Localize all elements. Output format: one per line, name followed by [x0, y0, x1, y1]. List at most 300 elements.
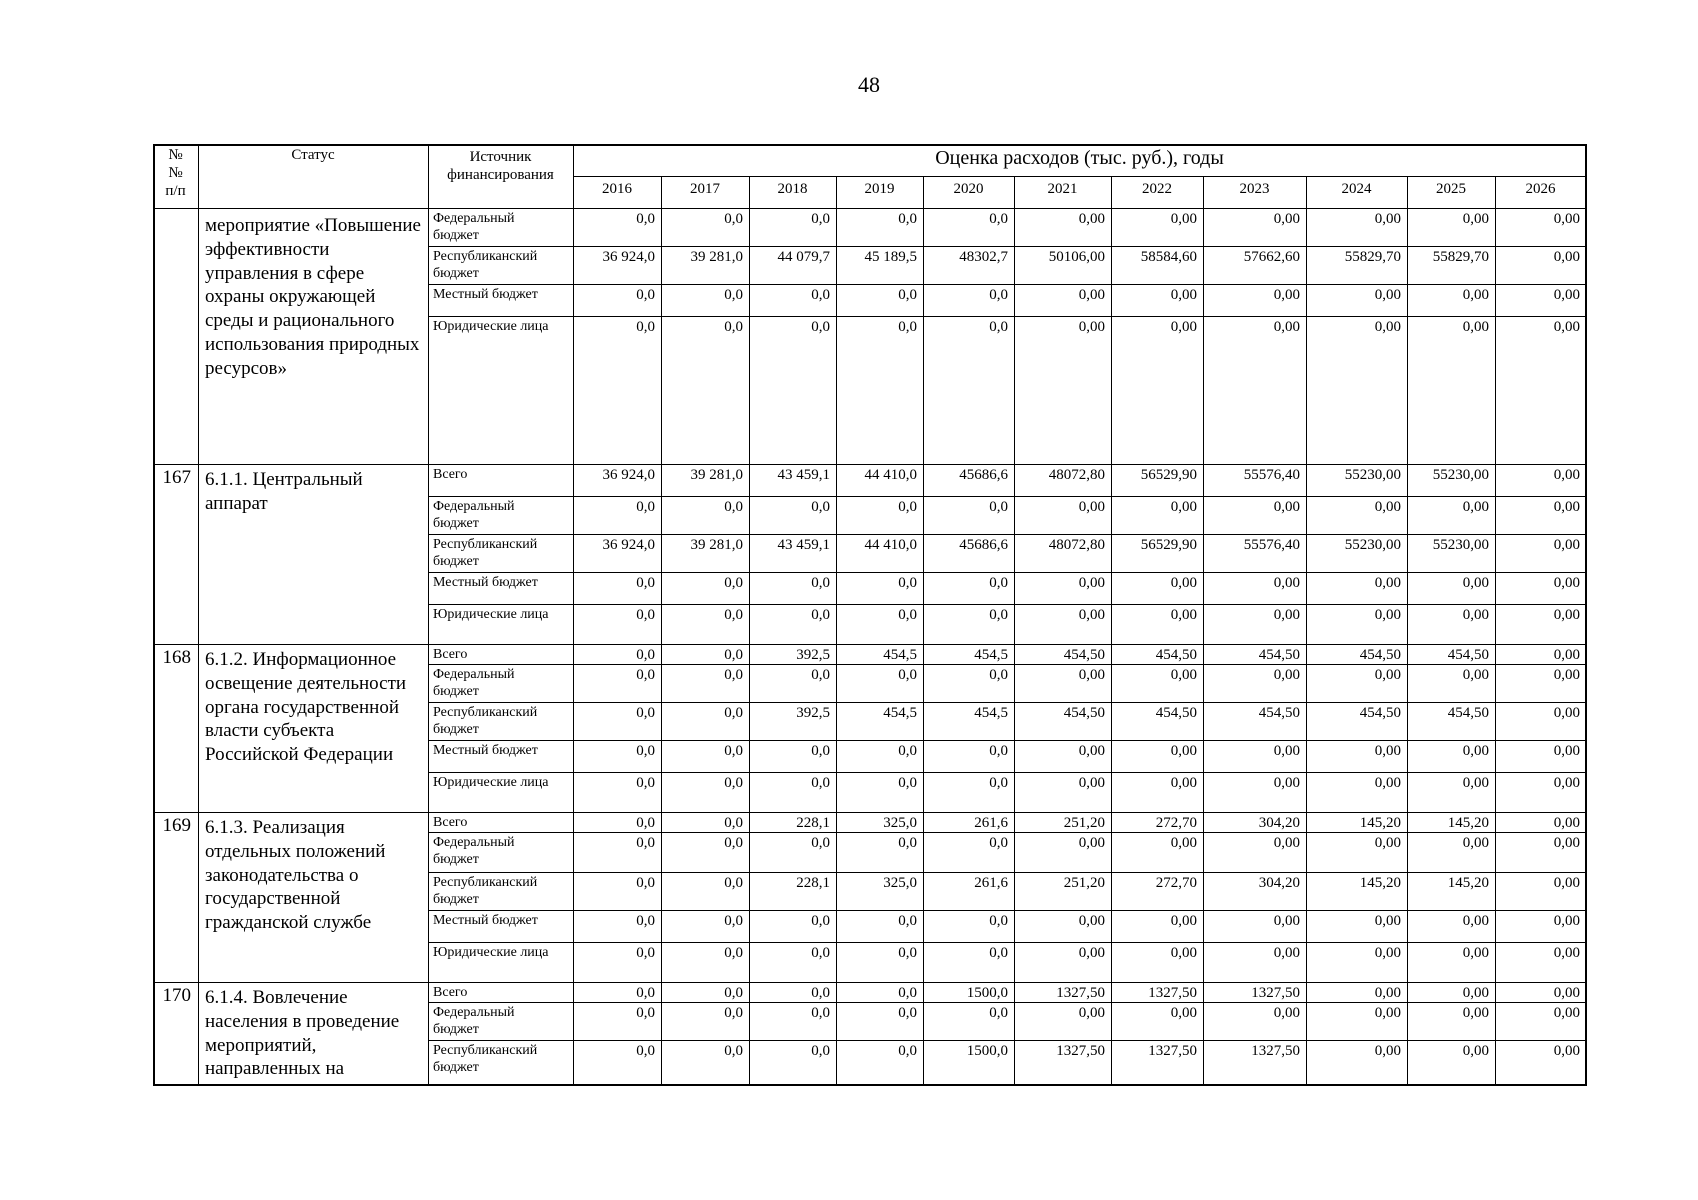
value-cell: 0,00 [1374, 667, 1401, 683]
row-divider [428, 496, 1586, 497]
value-cell: 0,0 [636, 319, 655, 335]
value-cell: 0,0 [989, 319, 1008, 335]
value-cell: 454,5 [974, 647, 1008, 663]
value-cell: 0,0 [636, 705, 655, 721]
value-cell: 392,5 [796, 705, 830, 721]
value-cell: 0,00 [1553, 875, 1580, 891]
value-cell: 0,00 [1374, 499, 1401, 515]
value-cell: 0,00 [1374, 1043, 1401, 1059]
value-cell: 1327,50 [1251, 1043, 1300, 1059]
value-cell: 39 281,0 [690, 467, 743, 483]
header-num-2: № [168, 165, 183, 181]
value-cell: 55576,40 [1243, 537, 1300, 553]
budget-table [153, 144, 1586, 1086]
value-cell: 454,50 [1447, 647, 1489, 663]
value-cell: 55829,70 [1432, 249, 1489, 265]
value-cell: 0,00 [1078, 775, 1105, 791]
source-label: Республиканский бюджет [433, 537, 538, 569]
value-cell: 0,00 [1553, 537, 1580, 553]
value-cell: 0,0 [898, 499, 917, 515]
value-cell: 0,0 [898, 775, 917, 791]
value-cell: 0,0 [898, 667, 917, 683]
value-cell: 0,00 [1078, 499, 1105, 515]
header-title: Оценка расходов (тыс. руб.), годы [935, 147, 1224, 169]
value-cell: 0,0 [724, 647, 743, 663]
value-cell: 39 281,0 [690, 249, 743, 265]
source-label: Местный бюджет [433, 287, 538, 302]
value-cell: 0,00 [1374, 945, 1401, 961]
value-cell: 0,00 [1462, 1005, 1489, 1021]
year-header-2020: 2020 [953, 181, 984, 197]
source-label: Юридические лица [433, 607, 549, 622]
value-cell: 0,00 [1553, 1043, 1580, 1059]
value-cell: 0,00 [1078, 667, 1105, 683]
row-number-168: 168 [162, 647, 191, 668]
value-cell: 0,0 [898, 319, 917, 335]
value-cell: 0,0 [724, 875, 743, 891]
value-cell: 0,00 [1462, 985, 1489, 1001]
row-divider [428, 740, 1586, 741]
value-cell: 0,00 [1462, 319, 1489, 335]
value-cell: 36 924,0 [602, 537, 655, 553]
value-cell: 0,0 [989, 775, 1008, 791]
value-cell: 1327,50 [1056, 985, 1105, 1001]
source-label: Местный бюджет [433, 575, 538, 590]
value-cell: 0,00 [1170, 287, 1197, 303]
source-label: Всего [433, 815, 468, 830]
value-cell: 0,00 [1462, 775, 1489, 791]
status-text: 6.1.4. Вовлечение населения в проведение мероприятий, направленных на [205, 987, 400, 1080]
value-cell: 0,00 [1374, 575, 1401, 591]
value-cell: 0,00 [1170, 607, 1197, 623]
value-cell: 0,0 [811, 835, 830, 851]
year-header-2024: 2024 [1341, 181, 1372, 197]
value-cell: 0,00 [1170, 1005, 1197, 1021]
source-label: Республиканский бюджет [433, 1043, 538, 1075]
value-cell: 0,00 [1170, 913, 1197, 929]
value-cell: 45 189,5 [864, 249, 917, 265]
value-cell: 454,5 [883, 647, 917, 663]
row-divider [428, 246, 1586, 247]
value-cell: 0,00 [1374, 743, 1401, 759]
source-label: Юридические лица [433, 319, 549, 334]
value-cell: 0,0 [636, 985, 655, 1001]
value-cell: 0,00 [1553, 815, 1580, 831]
row-divider [428, 604, 1586, 605]
value-cell: 0,00 [1273, 575, 1300, 591]
value-cell: 0,00 [1462, 499, 1489, 515]
value-cell: 0,00 [1273, 499, 1300, 515]
value-cell: 0,00 [1553, 705, 1580, 721]
value-cell: 325,0 [883, 815, 917, 831]
value-cell: 0,0 [724, 1043, 743, 1059]
value-cell: 0,0 [636, 815, 655, 831]
value-cell: 0,0 [989, 287, 1008, 303]
source-label: Республиканский бюджет [433, 875, 538, 907]
value-cell: 0,0 [898, 287, 917, 303]
header-num-1: № [168, 147, 183, 163]
value-cell: 0,00 [1553, 467, 1580, 483]
value-cell: 0,0 [724, 705, 743, 721]
status-text: 6.1.1. Центральный аппарат [205, 469, 363, 514]
value-cell: 36 924,0 [602, 249, 655, 265]
value-cell: 0,0 [989, 913, 1008, 929]
value-cell: 0,0 [811, 499, 830, 515]
value-cell: 48072,80 [1048, 537, 1105, 553]
value-cell: 0,0 [989, 945, 1008, 961]
value-cell: 0,0 [724, 775, 743, 791]
value-cell: 0,00 [1170, 945, 1197, 961]
value-cell: 454,50 [1447, 705, 1489, 721]
value-cell: 44 410,0 [864, 537, 917, 553]
value-cell: 454,50 [1155, 647, 1197, 663]
value-cell: 0,0 [989, 211, 1008, 227]
value-cell: 1327,50 [1056, 1043, 1105, 1059]
value-cell: 0,00 [1462, 667, 1489, 683]
year-header-2026: 2026 [1525, 181, 1556, 197]
source-label: Всего [433, 985, 468, 1000]
value-cell: 0,00 [1553, 985, 1580, 1001]
value-cell: 0,0 [811, 1043, 830, 1059]
value-cell: 1327,50 [1251, 985, 1300, 1001]
value-cell: 0,00 [1078, 575, 1105, 591]
value-cell: 454,50 [1258, 705, 1300, 721]
value-cell: 0,0 [724, 985, 743, 1001]
value-cell: 0,0 [898, 743, 917, 759]
value-cell: 0,0 [989, 743, 1008, 759]
table-border-bottom [153, 1084, 1586, 1086]
value-cell: 58584,60 [1140, 249, 1197, 265]
value-cell: 304,20 [1258, 875, 1300, 891]
value-cell: 0,0 [636, 647, 655, 663]
header-status: Статус [291, 147, 335, 163]
value-cell: 0,00 [1078, 743, 1105, 759]
value-cell: 0,00 [1462, 945, 1489, 961]
year-header-2021: 2021 [1047, 181, 1078, 197]
value-cell: 44 079,7 [777, 249, 830, 265]
status-text: мероприятие «Повышение эффективности управления в сфере охраны окружающей среды и рационального использования природных ресурсов» [205, 215, 421, 379]
row-number-169: 169 [162, 815, 191, 836]
value-cell: 0,00 [1462, 211, 1489, 227]
value-cell: 0,0 [811, 945, 830, 961]
status-text: 6.1.2. Информационное освещение деятельности органа государственной власти субъекта Российской Федерации [205, 649, 407, 766]
value-cell: 55230,00 [1344, 467, 1401, 483]
value-cell: 43 459,1 [777, 537, 830, 553]
value-cell: 0,0 [636, 775, 655, 791]
row-number-170: 170 [162, 985, 191, 1006]
value-cell: 0,0 [724, 607, 743, 623]
header-num-3: п/п [165, 183, 186, 199]
value-cell: 1500,0 [966, 985, 1008, 1001]
row-divider [428, 832, 1586, 833]
value-cell: 0,0 [989, 607, 1008, 623]
value-cell: 0,0 [636, 211, 655, 227]
value-cell: 55829,70 [1344, 249, 1401, 265]
value-cell: 0,00 [1374, 985, 1401, 1001]
value-cell: 0,00 [1374, 287, 1401, 303]
value-cell: 0,00 [1462, 1043, 1489, 1059]
value-cell: 0,0 [811, 913, 830, 929]
value-cell: 39 281,0 [690, 537, 743, 553]
value-cell: 0,00 [1553, 607, 1580, 623]
value-cell: 0,0 [724, 1005, 743, 1021]
value-cell: 0,00 [1170, 743, 1197, 759]
value-cell: 0,00 [1273, 945, 1300, 961]
year-header-2025: 2025 [1436, 181, 1466, 197]
value-cell: 454,50 [1063, 705, 1105, 721]
page-number: 48 [858, 72, 880, 97]
value-cell: 0,0 [989, 499, 1008, 515]
table-border-right [1585, 144, 1587, 1086]
value-cell: 0,00 [1374, 319, 1401, 335]
value-cell: 56529,90 [1140, 537, 1197, 553]
row-divider [428, 284, 1586, 285]
value-cell: 0,0 [898, 945, 917, 961]
value-cell: 0,00 [1078, 835, 1105, 851]
value-cell: 0,00 [1553, 647, 1580, 663]
row-divider [428, 910, 1586, 911]
value-cell: 392,5 [796, 647, 830, 663]
value-cell: 0,00 [1273, 913, 1300, 929]
value-cell: 272,70 [1155, 875, 1197, 891]
value-cell: 0,00 [1078, 913, 1105, 929]
value-cell: 0,0 [636, 287, 655, 303]
value-cell: 1327,50 [1148, 985, 1197, 1001]
value-cell: 0,0 [724, 211, 743, 227]
value-cell: 0,00 [1462, 913, 1489, 929]
row-divider [428, 1040, 1586, 1041]
year-header-2019: 2019 [864, 181, 895, 197]
year-header-2018: 2018 [777, 181, 808, 197]
value-cell: 0,00 [1273, 743, 1300, 759]
value-cell: 0,00 [1374, 211, 1401, 227]
value-cell: 0,0 [898, 211, 917, 227]
value-cell: 0,00 [1462, 743, 1489, 759]
value-cell: 0,00 [1078, 319, 1105, 335]
value-cell: 0,0 [636, 875, 655, 891]
value-cell: 0,00 [1170, 835, 1197, 851]
value-cell: 0,0 [811, 1005, 830, 1021]
value-cell: 454,50 [1063, 647, 1105, 663]
value-cell: 56529,90 [1140, 467, 1197, 483]
value-cell: 0,0 [811, 667, 830, 683]
value-cell: 0,0 [724, 319, 743, 335]
value-cell: 0,00 [1462, 607, 1489, 623]
value-cell: 48302,7 [959, 249, 1008, 265]
value-cell: 0,0 [811, 287, 830, 303]
value-cell: 0,0 [724, 815, 743, 831]
value-cell: 0,00 [1273, 835, 1300, 851]
group-divider [153, 644, 1586, 645]
group-divider [153, 982, 1586, 983]
value-cell: 55230,00 [1344, 537, 1401, 553]
value-cell: 0,0 [724, 913, 743, 929]
value-cell: 48072,80 [1048, 467, 1105, 483]
column-divider [198, 144, 199, 1086]
value-cell: 0,00 [1374, 835, 1401, 851]
value-cell: 0,0 [811, 211, 830, 227]
value-cell: 145,20 [1447, 815, 1489, 831]
value-cell: 454,50 [1359, 705, 1401, 721]
value-cell: 0,0 [989, 835, 1008, 851]
value-cell: 0,0 [724, 835, 743, 851]
value-cell: 454,5 [974, 705, 1008, 721]
value-cell: 0,00 [1462, 575, 1489, 591]
source-label: Федеральный бюджет [433, 499, 515, 531]
value-cell: 325,0 [883, 875, 917, 891]
source-label: Федеральный бюджет [433, 835, 515, 867]
value-cell: 55230,00 [1432, 467, 1489, 483]
value-cell: 454,5 [883, 705, 917, 721]
value-cell: 0,0 [811, 319, 830, 335]
group-divider [153, 464, 1586, 465]
value-cell: 36 924,0 [602, 467, 655, 483]
value-cell: 261,6 [974, 875, 1008, 891]
source-label: Юридические лица [433, 945, 549, 960]
value-cell: 0,0 [636, 743, 655, 759]
value-cell: 0,0 [989, 667, 1008, 683]
value-cell: 0,0 [636, 499, 655, 515]
value-cell: 0,00 [1462, 287, 1489, 303]
value-cell: 0,0 [989, 575, 1008, 591]
row-divider [428, 664, 1586, 665]
value-cell: 0,0 [811, 743, 830, 759]
value-cell: 145,20 [1447, 875, 1489, 891]
value-cell: 0,0 [636, 1005, 655, 1021]
value-cell: 0,00 [1273, 287, 1300, 303]
row-divider [428, 872, 1586, 873]
source-label: Местный бюджет [433, 913, 538, 928]
value-cell: 0,0 [898, 835, 917, 851]
row-divider [428, 1002, 1586, 1003]
value-cell: 1327,50 [1148, 1043, 1197, 1059]
row-divider [428, 942, 1586, 943]
value-cell: 0,00 [1170, 211, 1197, 227]
value-cell: 0,0 [636, 1043, 655, 1059]
value-cell: 0,00 [1553, 211, 1580, 227]
value-cell: 0,00 [1553, 1005, 1580, 1021]
value-cell: 145,20 [1359, 815, 1401, 831]
value-cell: 0,0 [811, 985, 830, 1001]
value-cell: 0,00 [1273, 667, 1300, 683]
value-cell: 0,0 [636, 575, 655, 591]
year-header-2023: 2023 [1239, 181, 1270, 197]
status-text: 6.1.3. Реализация отдельных положений законодательства о государственной гражданской службе [205, 817, 386, 934]
header-bottom-border [153, 208, 1586, 209]
year-header-2016: 2016 [602, 181, 632, 197]
value-cell: 0,00 [1553, 775, 1580, 791]
year-header-2017: 2017 [690, 181, 720, 197]
value-cell: 0,0 [636, 607, 655, 623]
value-cell: 0,0 [724, 575, 743, 591]
value-cell: 0,00 [1374, 913, 1401, 929]
value-cell: 44 410,0 [864, 467, 917, 483]
value-cell: 261,6 [974, 815, 1008, 831]
group-divider [153, 812, 1586, 813]
value-cell: 272,70 [1155, 815, 1197, 831]
source-label: Федеральный бюджет [433, 211, 515, 243]
value-cell: 0,00 [1170, 319, 1197, 335]
header-title-divider [573, 176, 1586, 177]
value-cell: 0,00 [1078, 945, 1105, 961]
value-cell: 251,20 [1063, 815, 1105, 831]
value-cell: 454,50 [1359, 647, 1401, 663]
value-cell: 0,00 [1553, 287, 1580, 303]
value-cell: 0,0 [811, 575, 830, 591]
value-cell: 0,00 [1553, 835, 1580, 851]
row-divider [428, 572, 1586, 573]
value-cell: 0,0 [898, 1043, 917, 1059]
value-cell: 0,0 [898, 575, 917, 591]
value-cell: 57662,60 [1243, 249, 1300, 265]
source-label: Всего [433, 647, 468, 662]
value-cell: 0,00 [1553, 499, 1580, 515]
value-cell: 50106,00 [1048, 249, 1105, 265]
value-cell: 0,00 [1170, 575, 1197, 591]
value-cell: 0,00 [1462, 835, 1489, 851]
value-cell: 228,1 [796, 875, 830, 891]
value-cell: 0,00 [1170, 499, 1197, 515]
value-cell: 0,00 [1170, 667, 1197, 683]
value-cell: 0,0 [724, 499, 743, 515]
value-cell: 0,0 [636, 667, 655, 683]
row-number-167: 167 [162, 467, 191, 488]
value-cell: 0,00 [1374, 607, 1401, 623]
value-cell: 0,00 [1553, 667, 1580, 683]
value-cell: 0,00 [1553, 575, 1580, 591]
value-cell: 0,00 [1273, 775, 1300, 791]
value-cell: 0,00 [1273, 607, 1300, 623]
source-label: Федеральный бюджет [433, 667, 515, 699]
value-cell: 304,20 [1258, 815, 1300, 831]
value-cell: 454,50 [1155, 705, 1197, 721]
value-cell: 45686,6 [959, 467, 1008, 483]
value-cell: 0,0 [636, 913, 655, 929]
source-label: Всего [433, 467, 468, 482]
value-cell: 0,00 [1078, 1005, 1105, 1021]
source-label: Юридические лица [433, 775, 549, 790]
value-cell: 0,0 [724, 287, 743, 303]
value-cell: 0,0 [898, 985, 917, 1001]
value-cell: 55576,40 [1243, 467, 1300, 483]
value-cell: 0,00 [1553, 913, 1580, 929]
source-label: Республиканский бюджет [433, 705, 538, 737]
value-cell: 251,20 [1063, 875, 1105, 891]
value-cell: 0,0 [811, 607, 830, 623]
value-cell: 145,20 [1359, 875, 1401, 891]
value-cell: 0,0 [636, 945, 655, 961]
value-cell: 0,0 [898, 1005, 917, 1021]
row-divider [428, 772, 1586, 773]
value-cell: 0,00 [1553, 249, 1580, 265]
value-cell: 0,00 [1553, 945, 1580, 961]
value-cell: 0,0 [898, 913, 917, 929]
value-cell: 0,00 [1078, 211, 1105, 227]
value-cell: 0,00 [1170, 775, 1197, 791]
value-cell: 0,0 [989, 1005, 1008, 1021]
value-cell: 43 459,1 [777, 467, 830, 483]
value-cell: 0,0 [898, 607, 917, 623]
value-cell: 45686,6 [959, 537, 1008, 553]
value-cell: 0,0 [724, 945, 743, 961]
value-cell: 0,00 [1273, 211, 1300, 227]
row-divider [428, 316, 1586, 317]
source-label: Республиканский бюджет [433, 249, 538, 281]
value-cell: 1500,0 [966, 1043, 1008, 1059]
value-cell: 0,00 [1273, 319, 1300, 335]
value-cell: 0,00 [1553, 319, 1580, 335]
source-label: Местный бюджет [433, 743, 538, 758]
